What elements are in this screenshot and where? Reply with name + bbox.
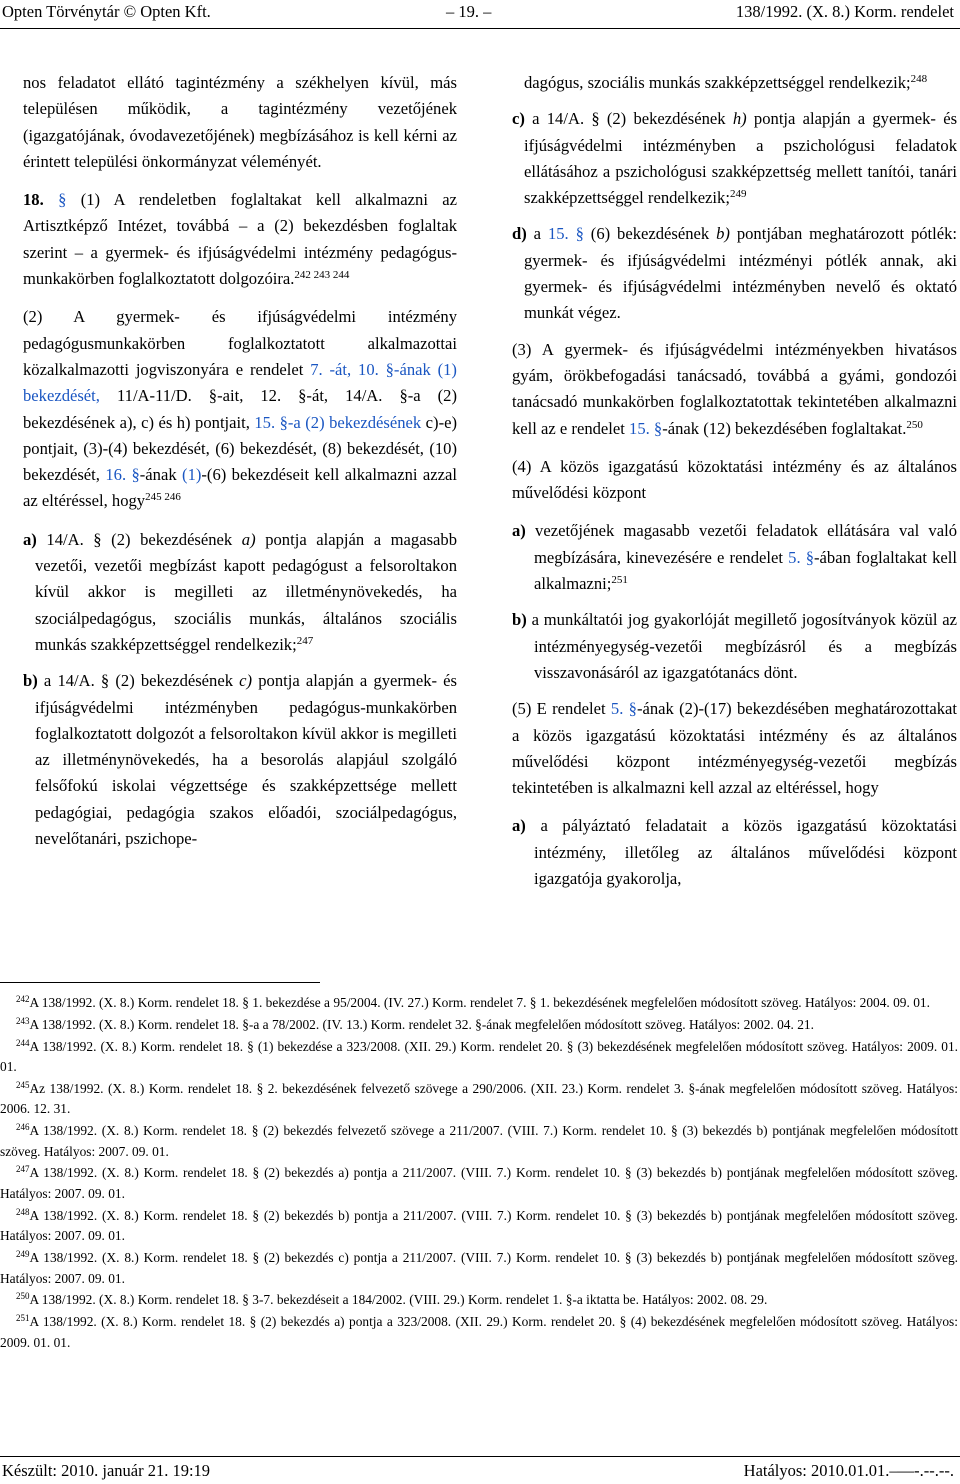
section-18-para-3: (3) A gyermek- és ifjúságvédelmi intézményekben hivatásos gyám, örökbefogadási tanácsadó, továbbá a gyámi, gondozói tanácsadó munkakörben foglalkoztatottak tekintetében alkalmazni kell az e rendelet 15. §-ának (12) bekezdésében foglaltakat.$^{250}$ xyxy=(512,339,957,438)
link-16-1[interactable]: (1) xyxy=(182,465,202,485)
footnote-refs[interactable]: 242 243 244 xyxy=(294,269,350,282)
footnote-ref[interactable]: 248 xyxy=(910,73,928,85)
para-4-item-a: a) vezetőjének magasabb vezetői feladatok ellátására val való megbízására, kinevezésére e rendelet 5. §-ában foglaltakat kell alkalmazni;$^{251}$ xyxy=(512,521,958,594)
link-15[interactable]: 15. § xyxy=(629,418,663,438)
footnotes xyxy=(0,993,958,1354)
section-18-para-5: (5) E rendelet 5. §-ának (2)-(17) bekezdésében meghatározottakat a közös igazgatású közoktatási intézmény és az általános művelődési központ intézményegység-vezetői megbízás tekintetében is alkalmazni kell azzal az eltéréssel, hogy xyxy=(512,699,958,798)
list-item-d: d) a 15. § (6) bekezdésének b) pontjában meghatározott pótlék: gyermek- és ifjúságvédelmi intézményi pótlék annak, aki gyermek- és ifjúságvédelmi intézményben nevelő és oktató munkát végez. xyxy=(512,224,958,323)
left-column xyxy=(23,70,457,862)
section-18-para-1: 18. § (1) A rendeletben foglaltakat kell alkalmazni az Artisztképző Intézet, továbbá – a (2) bekezdésben foglaltak szerint – a gyermek- és ifjúságvédelmi intézmény pedagógus-munkakörben foglalkoztatott dolgozóira.$^{242 243 244}$ xyxy=(23,190,457,289)
footnote: $^{247}$A 138/1992. (X. 8.) Korm. rendelet 18. § (2) bekezdés a) pontja a 211/2007. (VIII. 7.) Korm. rendelet 10. § (3) bekezdés b) pontjának megfelelően módosított szöveg. Hatályos: 2007. 09. 01. xyxy=(0,1164,958,1201)
footnote: $^{243}$A 138/1992. (X. 8.) Korm. rendelet 18. §-a a 78/2002. (IV. 13.) Korm. rendelet 32. §-ának megfelelően módosított szöveg. Hatályos: 2002. 04. 21. xyxy=(16,1015,814,1032)
footnote: $^{250}$A 138/1992. (X. 8.) Korm. rendelet 18. § 3-7. bekezdéseit a 184/2002. (VIII. 29.) Korm. rendelet 1. §-a iktatta be. Hatályos: 2002. 08. 29. xyxy=(16,1291,768,1308)
link-10[interactable]: 10. xyxy=(358,359,379,379)
footnote-ref[interactable]: 249 xyxy=(729,188,747,201)
footnote-refs[interactable]: 245 246 xyxy=(145,491,181,504)
footer-created: Készült: 2010. január 21. 19:19 xyxy=(2,1461,211,1480)
link-16[interactable]: 16. § xyxy=(105,465,140,485)
footnote-divider xyxy=(0,982,320,983)
footnote-ref[interactable]: 250 xyxy=(906,418,923,431)
link-15[interactable]: 15. xyxy=(254,412,276,432)
header-document-title: 138/1992. (X. 8.) Korm. rendelet xyxy=(735,2,954,21)
section-link[interactable]: § xyxy=(58,190,67,210)
footer-divider xyxy=(0,1456,960,1457)
footer-effective: Hatályos: 2010.01.01.–—-.--.--. xyxy=(743,1461,954,1480)
footnote: $^{244}$A 138/1992. (X. 8.) Korm. rendelet 18. § (1) bekezdése a 323/2008. (XII. 29.) Korm. rendelet 20. § (3) bekezdésének megfelelően módosított szöveg. Hatályos: 2009. 01. 01. xyxy=(0,1037,958,1075)
para-4-item-b: b) a munkáltatói jog gyakorlóját megillető jogosítványok közül az intézményegység-vezetői megbízásról és a megbízás visszavonásáról az igazgatótanács dönt. xyxy=(512,610,957,682)
link-5[interactable]: 5. § xyxy=(788,547,815,567)
footnote: $^{251}$A 138/1992. (X. 8.) Korm. rendelet 18. § (2) bekezdés a) pontja a 323/2008. (XII. 29.) Korm. rendelet 20. § (4) bekezdésének megfelelően módosított szöveg. Hatályos: 2009. 01. 01. xyxy=(0,1313,958,1350)
footnote: $^{249}$A 138/1992. (X. 8.) Korm. rendelet 18. § (2) bekezdés c) pontja a 211/2007. (VIII. 7.) Korm. rendelet 10. § (3) bekezdés b) pontjának megfelelően módosított szöveg. Hatályos: 2007. 09. 01. xyxy=(0,1249,958,1286)
list-item-b-continued: dagógus, szociális munkás szakképzettséggel rendelkezik;$^{248}$ xyxy=(524,73,928,92)
header-publisher: Opten Törvénytár © Opten Kft. xyxy=(2,2,211,21)
page-footer xyxy=(0,1460,960,1484)
link-7[interactable]: 7. xyxy=(310,359,323,379)
link-15[interactable]: 15. § xyxy=(547,224,584,244)
right-column xyxy=(512,70,957,902)
footnote: $^{245}$Az 138/1992. (X. 8.) Korm. rendelet 18. § 2. bekezdésének felvezető szövege a 290/2006. (XII. 23.) Korm. rendelet 3. §-ának megfelelően módosított szöveg. Hatályos: 2006. 12. 31. xyxy=(0,1079,958,1117)
link-15-2[interactable]: §-a (2) bekezdésének xyxy=(279,412,422,432)
para-5-item-a: a) a pályáztató feladatait a közös igazgatású közoktatási intézmény, illetőleg az általános művelődési központ igazgatója gyakorolja, xyxy=(512,816,957,889)
footnote: $^{242}$A 138/1992. (X. 8.) Korm. rendelet 18. § 1. bekezdése a 95/2004. (IV. 27.) Korm. rendelet 7. § 1. bekezdésének megfelelően módosított szöveg. Hatályos: 2004. 09. 01. xyxy=(16,994,930,1010)
link-5[interactable]: 5. § xyxy=(610,699,637,719)
section-number: 18. xyxy=(23,190,44,210)
list-item-a: a) 14/A. § (2) bekezdésének a) pontja alapján a magasabb vezetői, vezetői megbízást kapott pedagógust a felsoroltakon kívül akkor is megilleti az illetménynövekedés, ha szociálpedagógus, szociális munkás, általános szociális munkás szakképzettséggel rendelkezik;$^{247}$ xyxy=(23,529,458,654)
list-item-c: c) a 14/A. § (2) bekezdésének h) pontja alapján a gyermek- és ifjúságvédelmi intézményben a pszichológusi feladatok ellátásához a pszichológusi szakképzettség mellett tanítói, tanári szakképzettséggel rendelkezik;$^{249}$ xyxy=(512,109,958,208)
link-10-1[interactable]: §-ának (1) bekezdését, xyxy=(23,359,457,406)
paragraph-continuation: nos feladatot ellátó tagintézmény a székhelyen kívül, más településen működik, a tagintézmény vezetőjének (igazgatójának, óvodavezetőjének) megbízásához is kell kérni az érintett települési önkormányzat véleményét. xyxy=(23,73,457,171)
list-item-b: b) a 14/A. § (2) bekezdésének c) pontja alapján a gyermek- és ifjúságvédelmi intézményben pedagógus-munkakörben foglalkoztatott dolgozót a felsoroltakon kívül akkor is megilleti az illetménynövekedés, ha a besorolás alapjául szolgáló felsőfokú iskolai végzettsége és szakképzettsége mellett pedagógiai, pedagógia szakos előadói, szociálpedagógus, nevelőtanári, pszichope- xyxy=(23,671,457,849)
header-page-number: – 19. – xyxy=(446,2,492,21)
section-18-para-4: (4) A közös igazgatású közoktatási intézmény és az általános művelődési központ xyxy=(512,456,957,503)
footnote-ref[interactable]: 247 xyxy=(296,634,314,647)
page-header xyxy=(0,0,960,28)
footnote: $^{248}$A 138/1992. (X. 8.) Korm. rendelet 18. § (2) bekezdés b) pontja a 211/2007. (VIII. 7.) Korm. rendelet 10. § (3) bekezdés b) pontjának megfelelően módosított szöveg. Hatályos: 2007. 09. 01. xyxy=(0,1206,958,1244)
footnote-ref[interactable]: 251 xyxy=(611,574,628,587)
footnote: $^{246}$A 138/1992. (X. 8.) Korm. rendelet 18. § (2) bekezdés felvezető szövege a 211/2007. (VIII. 7.) Korm. rendelet 10. § (3) bekezdés b) pontjának megfelelően módosított szöveg. Hatályos: 2007. 09. 01. xyxy=(0,1122,958,1159)
section-18-para-2: (2) A gyermek- és ifjúságvédelmi intézmény pedagógusmunkakörben foglalkoztatott alkalmazottai közalkalmazotti jogviszonyára e rendelet 7. -át, 10. §-ának (1) bekezdését, 11/A-11/D. §-ait, 12. §-át, 14/A. §-a (2) bekezdésének a), c) és h) pontjait, 15. §-a (2) bekezdésének c)-e) pontjait, (3)-(4) bekezdését, (6) bekezdését, (8) bekezdését, (10) bekezdését, 16. §-ának (1)-(6) bekezdéseit kell alkalmazni azzal az eltéréssel, hogy$^{245 246}$ xyxy=(23,307,458,511)
header-divider xyxy=(0,28,960,29)
